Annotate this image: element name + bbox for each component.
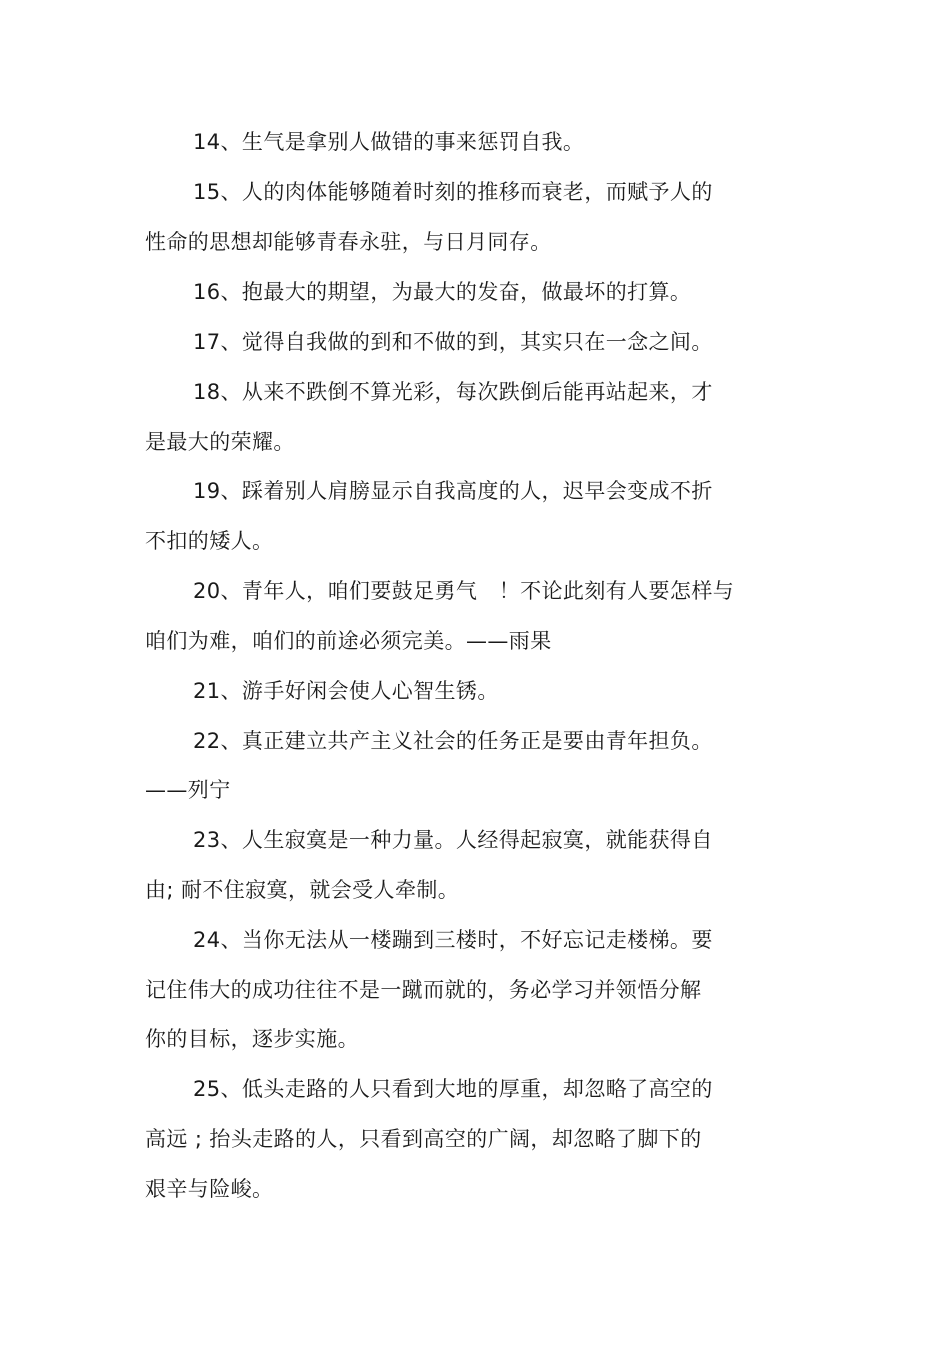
item-17-line-1: 17、觉得自我做的到和不做的到，其实只在一念之间。 xyxy=(193,330,713,354)
item-25-line-2: 高远 ; 抬头走路的人，只看到高空的广阔，却忽略了脚下的 xyxy=(145,1127,702,1151)
item-22-line-1: 22、真正建立共产主义社会的任务正是要由青年担负。 xyxy=(193,729,713,753)
item-25-line-3: 艰辛与险峻。 xyxy=(145,1177,274,1201)
item-16-line-1: 16、抱最大的期望，为最大的发奋，做最坏的打算。 xyxy=(193,280,692,304)
item-21-line-1: 21、游手好闲会使人心智生锈。 xyxy=(193,679,499,703)
item-20-line-1: 20、青年人，咱们要鼓足勇气 ！不论此刻有人要怎样与 xyxy=(193,579,735,603)
item-20-line-2: 咱们为难，咱们的前途必须完美。——雨果 xyxy=(145,629,552,653)
item-23-line-1: 23、人生寂寞是一种力量。人经得起寂寞，就能获得自 xyxy=(193,828,713,852)
item-22-line-2: ——列宁 xyxy=(145,778,231,802)
item-19-line-1: 19、踩着别人肩膀显示自我高度的人，迟早会变成不折 xyxy=(193,479,713,503)
item-15-line-1: 15、人的肉体能够随着时刻的推移而衰老，而赋予人的 xyxy=(193,180,713,204)
item-23-line-2: 由; 耐不住寂寞，就会受人牵制。 xyxy=(145,878,460,902)
item-24-line-1: 24、当你无法从一楼蹦到三楼时，不好忘记走楼梯。要 xyxy=(193,928,713,952)
item-19-line-2: 不扣的矮人。 xyxy=(145,529,274,553)
item-18-line-1: 18、从来不跌倒不算光彩，每次跌倒后能再站起来，才 xyxy=(193,380,713,404)
item-15-line-2: 性命的思想却能够青春永驻，与日月同存。 xyxy=(145,230,552,254)
item-14-line-1: 14、生气是拿别人做错的事来惩罚自我。 xyxy=(193,130,585,154)
item-24-line-3: 你的目标，逐步实施。 xyxy=(145,1027,359,1051)
item-25-line-1: 25、低头走路的人只看到大地的厚重，却忽略了高空的 xyxy=(193,1077,713,1101)
item-18-line-2: 是最大的荣耀。 xyxy=(145,430,295,454)
item-24-line-2: 记住伟大的成功往往不是一蹴而就的，务必学习并领悟分解 xyxy=(145,978,702,1002)
